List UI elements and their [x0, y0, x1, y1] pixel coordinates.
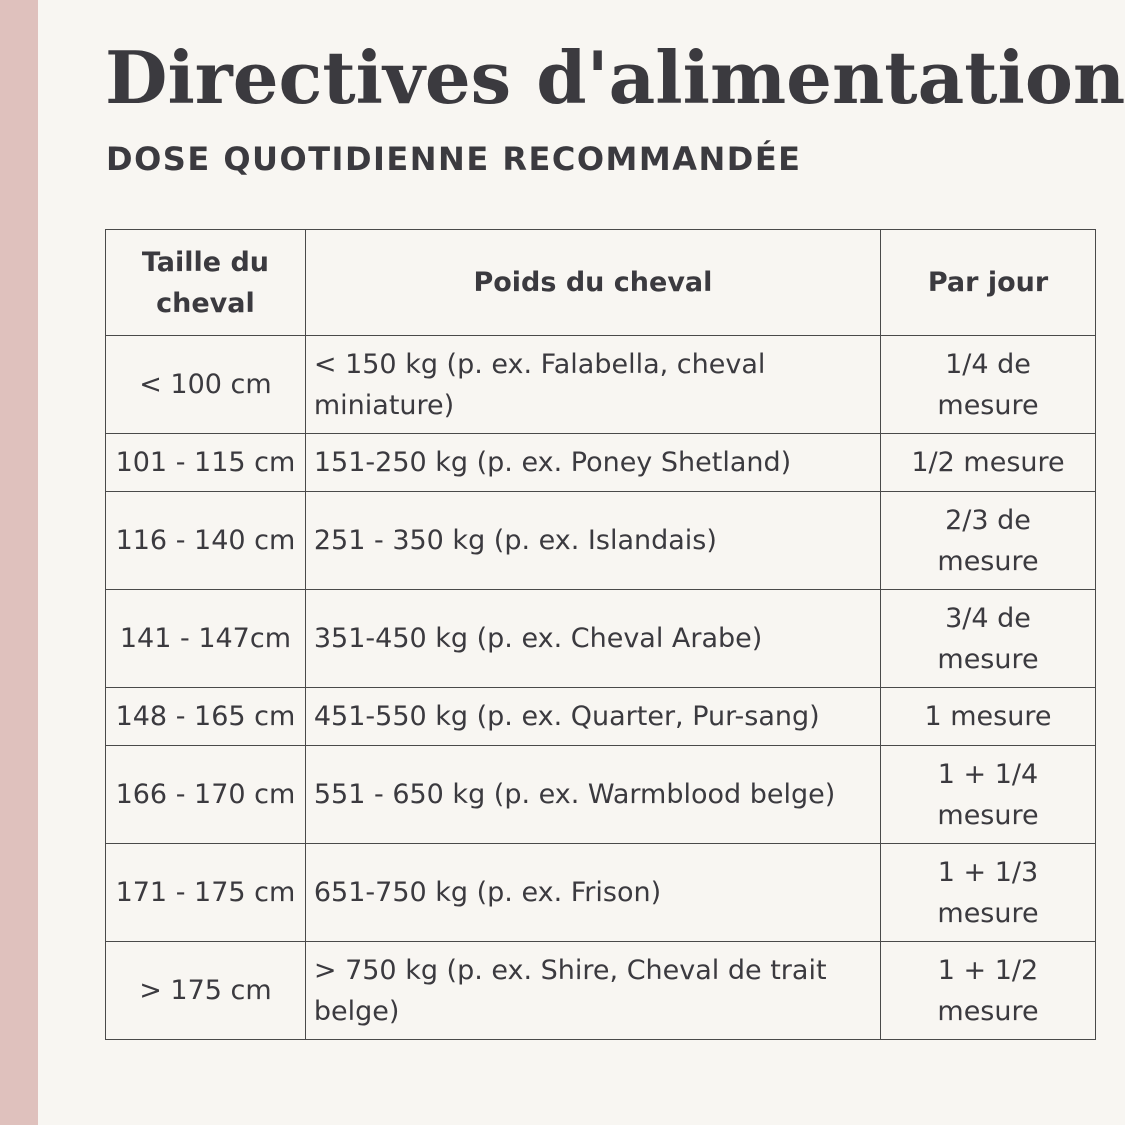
cell-par-jour: 1 + 1/3 mesure — [881, 844, 1096, 942]
cell-taille: 166 - 170 cm — [106, 746, 306, 844]
cell-par-jour: 1/4 de mesure — [881, 336, 1096, 434]
cell-par-jour: 2/3 de mesure — [881, 492, 1096, 590]
header-par-jour: Par jour — [881, 230, 1096, 336]
table-row — [106, 434, 1096, 492]
header-poids: Poids du cheval — [305, 230, 880, 336]
table-row — [106, 746, 1096, 844]
table-row — [106, 844, 1096, 942]
cell-poids: 651-750 kg (p. ex. Frison) — [305, 844, 880, 942]
table-row — [106, 942, 1096, 1040]
table-row — [106, 590, 1096, 688]
cell-poids: 551 - 650 kg (p. ex. Warmblood belge) — [305, 746, 880, 844]
cell-taille: 101 - 115 cm — [106, 434, 306, 492]
cell-par-jour: 1 + 1/4 mesure — [881, 746, 1096, 844]
cell-taille: 148 - 165 cm — [106, 688, 306, 746]
cell-par-jour: 1 + 1/2 mesure — [881, 942, 1096, 1040]
cell-par-jour: 1 mesure — [881, 688, 1096, 746]
cell-poids: > 750 kg (p. ex. Shire, Cheval de trait belge) — [305, 942, 880, 1040]
side-stripe — [0, 0, 38, 1125]
page-title: Directives d'alimentation — [105, 35, 1125, 120]
cell-taille: < 100 cm — [106, 336, 306, 434]
page-subtitle: DOSE QUOTIDIENNE RECOMMANDÉE — [106, 140, 802, 178]
cell-taille: 141 - 147cm — [106, 590, 306, 688]
cell-poids: 451-550 kg (p. ex. Quarter, Pur-sang) — [305, 688, 880, 746]
cell-poids: 351-450 kg (p. ex. Cheval Arabe) — [305, 590, 880, 688]
cell-par-jour: 3/4 de mesure — [881, 590, 1096, 688]
table-header-row — [106, 230, 1096, 336]
table-row — [106, 688, 1096, 746]
cell-par-jour: 1/2 mesure — [881, 434, 1096, 492]
cell-poids: < 150 kg (p. ex. Falabella, cheval miniature) — [305, 336, 880, 434]
table-row — [106, 336, 1096, 434]
cell-taille: > 175 cm — [106, 942, 306, 1040]
table-row — [106, 492, 1096, 590]
cell-taille: 116 - 140 cm — [106, 492, 306, 590]
feeding-table — [105, 229, 1096, 1040]
header-taille: Taille du cheval — [106, 230, 306, 336]
cell-poids: 251 - 350 kg (p. ex. Islandais) — [305, 492, 880, 590]
cell-poids: 151-250 kg (p. ex. Poney Shetland) — [305, 434, 880, 492]
cell-taille: 171 - 175 cm — [106, 844, 306, 942]
